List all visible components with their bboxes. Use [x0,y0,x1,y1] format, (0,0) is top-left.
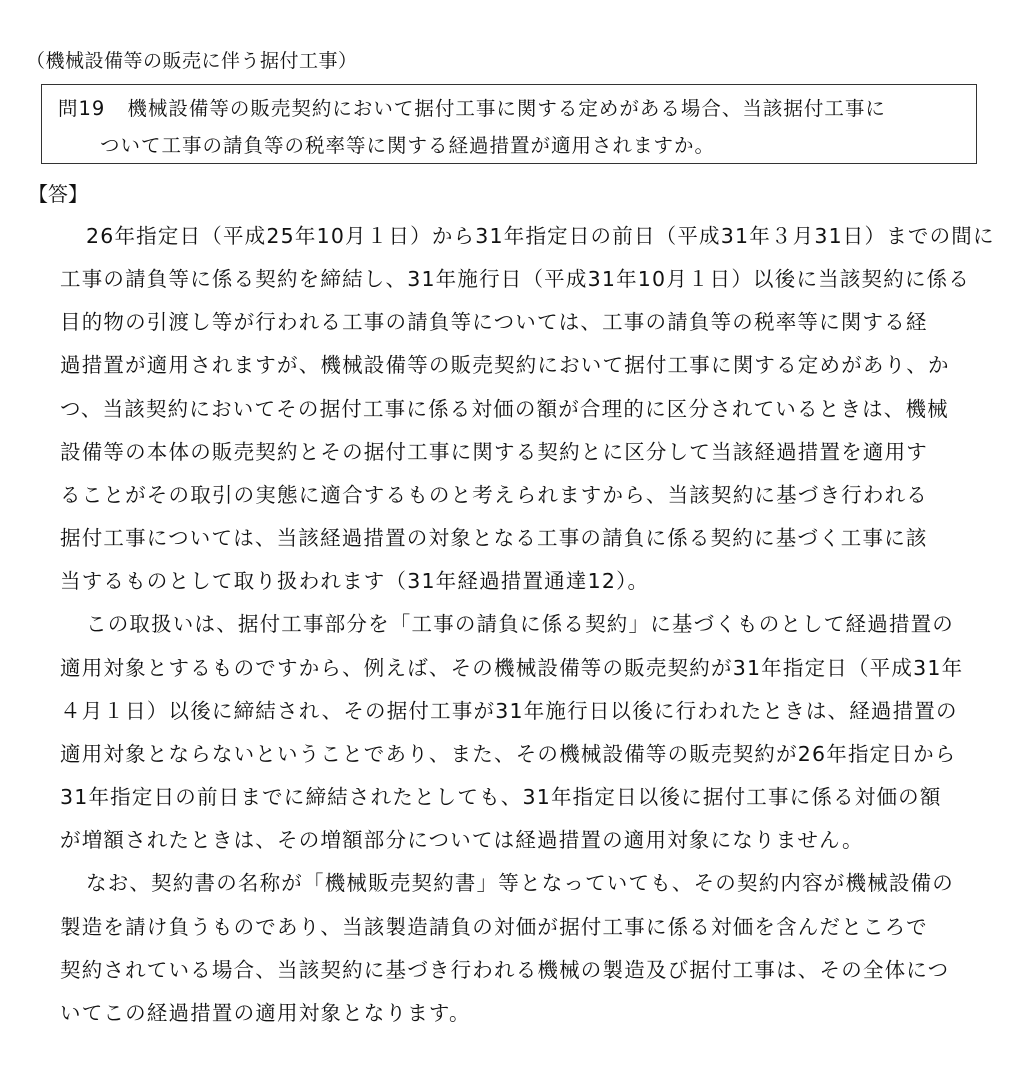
question-line-1 [58,93,886,121]
answer-line: 当するものとして取り扱われます（31年経過措置通達12）。 [60,569,650,593]
answer-line: 26年指定日（平成25年10月１日）から31年指定日の前日（平成31年３月31日）までの間に [86,224,995,248]
question-box [41,84,977,164]
answer-line: ４月１日）以後に締結され、その据付工事が31年施行日以後に行われたときは、経過措置の [60,699,958,723]
answer-line: 適用対象とするものですから、例えば、その機械設備等の販売契約が31年指定日（平成31年 [60,656,964,680]
answer-line: 適用対象とならないということであり、また、その機械設備等の販売契約が26年指定日から [60,742,957,766]
answer-line: 工事の請負等に係る契約を締結し、31年施行日（平成31年10月１日）以後に当該契約に係る [60,267,971,291]
answer-line: 31年指定日の前日までに締結されたとしても、31年指定日以後に据付工事に係る対価の額 [60,785,942,809]
answer-line: この取扱いは、据付工事部分を「工事の請負に係る契約」に基づくものとして経過措置の [86,612,954,636]
section-heading: （機械設備等の販売に伴う据付工事） [26,50,358,72]
question-text-1: 機械設備等の販売契約において据付工事に関する定めがある場合、当該据付工事に [127,97,886,120]
answer-line: なお、契約書の名称が「機械販売契約書」等となっていても、その契約内容が機械設備の [86,871,954,895]
answer-line: 契約されている場合、当該契約に基づき行われる機械の製造及び据付工事は、その全体につ [60,958,950,982]
question-line-2: ついて工事の請負等の税率等に関する経過措置が適用されますか。 [100,134,716,157]
answer-line: 据付工事については、当該経過措置の対象となる工事の請負に係る契約に基づく工事に該 [60,526,928,550]
answer-line: 目的物の引渡し等が行われる工事の請負等については、工事の請負等の税率等に関する経 [60,310,928,334]
answer-line: 設備等の本体の販売契約とその据付工事に関する契約とに区分して当該経過措置を適用す [60,440,928,464]
answer-line: いてこの経過措置の適用対象となります。 [60,1001,471,1025]
answer-label: 【答】 [28,182,88,206]
answer-line: つ、当該契約においてその据付工事に係る対価の額が合理的に区分されているときは、機械 [60,397,949,421]
answer-line: 過措置が適用されますが、機械設備等の販売契約において据付工事に関する定めがあり、か [60,353,950,377]
answer-line: が増額されたときは、その増額部分については経過措置の適用対象になりません。 [60,828,864,852]
answer-line: 製造を請け負うものであり、当該製造請負の対価が据付工事に係る対価を含んだところで [60,915,928,939]
answer-line: ることがその取引の実態に適合するものと考えられますから、当該契約に基づき行われる [60,483,928,507]
question-number: 問19 [58,97,106,120]
